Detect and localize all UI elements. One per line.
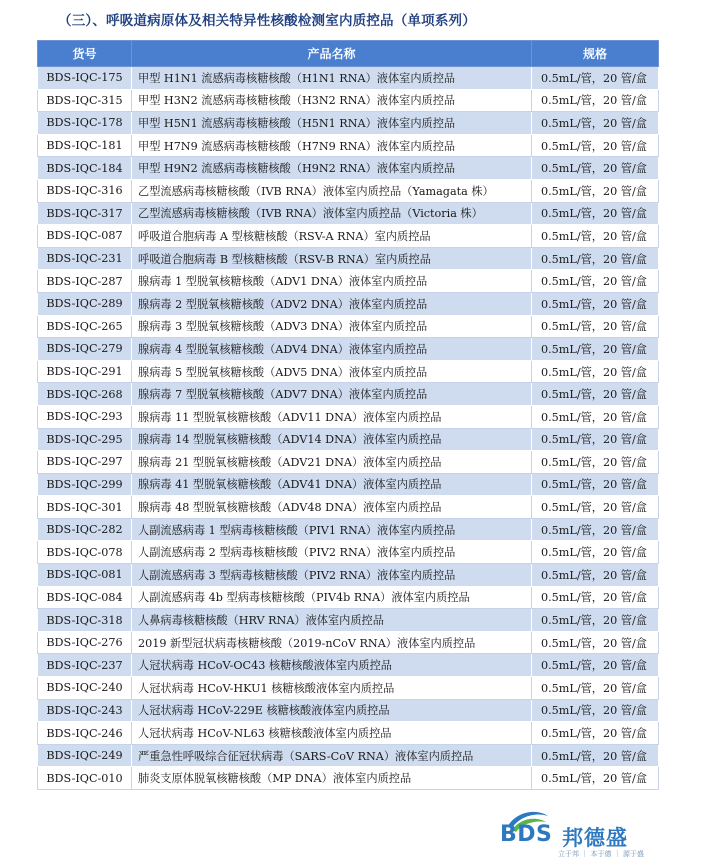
product-spec-cell: 0.5mL/管，20 管/盒 [532,677,659,700]
product-spec-cell: 0.5mL/管，20 管/盒 [532,360,659,383]
table-row [38,699,659,722]
product-name-cell: 腺病毒 21 型脱氧核糖核酸（ADV21 DNA）液体室内质控品 [132,451,532,474]
product-name-cell: 甲型 H5N1 流感病毒核糖核酸（H5N1 RNA）液体室内质控品 [132,112,532,135]
product-spec-cell: 0.5mL/管，20 管/盒 [532,134,659,157]
table-row [38,586,659,609]
product-name-cell: 呼吸道合胞病毒 B 型核糖核酸（RSV-B RNA）室内质控品 [132,247,532,270]
product-name-cell: 2019 新型冠状病毒核糖核酸（2019-nCoV RNA）液体室内质控品 [132,631,532,654]
product-spec-cell: 0.5mL/管，20 管/盒 [532,451,659,474]
product-spec-cell: 0.5mL/管，20 管/盒 [532,292,659,315]
product-code-cell: BDS-IQC-237 [38,654,132,677]
product-code-cell: BDS-IQC-301 [38,496,132,519]
product-name-cell: 腺病毒 48 型脱氧核糖核酸（ADV48 DNA）液体室内质控品 [132,496,532,519]
product-name-cell: 腺病毒 14 型脱氧核糖核酸（ADV14 DNA）液体室内质控品 [132,428,532,451]
product-name-cell: 严重急性呼吸综合征冠状病毒（SARS-CoV RNA）液体室内质控品 [132,744,532,767]
product-code-cell: BDS-IQC-316 [38,179,132,202]
product-spec-cell: 0.5mL/管，20 管/盒 [532,767,659,790]
table-row [38,631,659,654]
table-row [38,496,659,519]
product-spec-cell: 0.5mL/管，20 管/盒 [532,541,659,564]
table-row [38,315,659,338]
table-row [38,383,659,406]
table-row [38,292,659,315]
table-row [38,767,659,790]
company-logo [500,808,660,858]
product-spec-cell: 0.5mL/管，20 管/盒 [532,586,659,609]
product-spec-cell: 0.5mL/管，20 管/盒 [532,609,659,632]
table-row [38,89,659,112]
table-row [38,360,659,383]
product-name-cell: 腺病毒 2 型脱氧核糖核酸（ADV2 DNA）液体室内质控品 [132,292,532,315]
product-code-cell: BDS-IQC-249 [38,744,132,767]
product-spec-cell: 0.5mL/管，20 管/盒 [532,496,659,519]
table-header-row [38,41,659,67]
product-code-cell: BDS-IQC-282 [38,518,132,541]
table-row [38,451,659,474]
section-title: （三）、呼吸道病原体及相关特异性核酸检测室内质控品（单项系列） [58,13,476,29]
table-row [38,270,659,293]
table-row [38,518,659,541]
product-spec-cell: 0.5mL/管，20 管/盒 [532,67,659,90]
product-spec-cell: 0.5mL/管，20 管/盒 [532,564,659,587]
product-name-cell: 人冠状病毒 HCoV-NL63 核糖核酸液体室内质控品 [132,722,532,745]
product-spec-cell: 0.5mL/管，20 管/盒 [532,473,659,496]
product-name-cell: 腺病毒 3 型脱氧核糖核酸（ADV3 DNA）液体室内质控品 [132,315,532,338]
product-code-cell: BDS-IQC-279 [38,338,132,361]
product-name-cell: 乙型流感病毒核糖核酸（IVB RNA）液体室内质控品（Victoria 株） [132,202,532,225]
product-spec-cell: 0.5mL/管，20 管/盒 [532,722,659,745]
product-code-cell: BDS-IQC-081 [38,564,132,587]
logo-brand-cn: 邦德盛 [562,826,628,850]
table-row [38,541,659,564]
product-code-cell: BDS-IQC-078 [38,541,132,564]
product-spec-cell: 0.5mL/管，20 管/盒 [532,338,659,361]
product-code-cell: BDS-IQC-293 [38,405,132,428]
table-row [38,405,659,428]
product-name-cell: 腺病毒 1 型脱氧核糖核酸（ADV1 DNA）液体室内质控品 [132,270,532,293]
product-name-cell: 甲型 H1N1 流感病毒核糖核酸（H1N1 RNA）液体室内质控品 [132,67,532,90]
product-spec-cell: 0.5mL/管，20 管/盒 [532,699,659,722]
table-row [38,564,659,587]
table-row [38,722,659,745]
product-code-cell: BDS-IQC-295 [38,428,132,451]
product-name-cell: 人冠状病毒 HCoV-HKU1 核糖核酸液体室内质控品 [132,677,532,700]
table-row [38,134,659,157]
product-code-cell: BDS-IQC-181 [38,134,132,157]
product-name-cell: 腺病毒 4 型脱氧核糖核酸（ADV4 DNA）液体室内质控品 [132,338,532,361]
product-code-cell: BDS-IQC-297 [38,451,132,474]
product-code-cell: BDS-IQC-084 [38,586,132,609]
table-row [38,677,659,700]
product-spec-cell: 0.5mL/管，20 管/盒 [532,112,659,135]
product-code-cell: BDS-IQC-178 [38,112,132,135]
product-spec-cell: 0.5mL/管，20 管/盒 [532,179,659,202]
product-name-cell: 甲型 H3N2 流感病毒核糖核酸（H3N2 RNA）液体室内质控品 [132,89,532,112]
header-name: 产品名称 [132,41,532,67]
table-row [38,654,659,677]
product-code-cell: BDS-IQC-287 [38,270,132,293]
product-name-cell: 甲型 H9N2 流感病毒核糖核酸（H9N2 RNA）液体室内质控品 [132,157,532,180]
product-code-cell: BDS-IQC-291 [38,360,132,383]
table-row [38,428,659,451]
product-name-cell: 腺病毒 41 型脱氧核糖核酸（ADV41 DNA）液体室内质控品 [132,473,532,496]
product-code-cell: BDS-IQC-246 [38,722,132,745]
product-spec-cell: 0.5mL/管，20 管/盒 [532,631,659,654]
product-name-cell: 人鼻病毒核糖核酸（HRV RNA）液体室内质控品 [132,609,532,632]
product-name-cell: 人副流感病毒 1 型病毒核糖核酸（PIV1 RNA）液体室内质控品 [132,518,532,541]
product-code-cell: BDS-IQC-240 [38,677,132,700]
product-code-cell: BDS-IQC-299 [38,473,132,496]
product-code-cell: BDS-IQC-276 [38,631,132,654]
table-row [38,225,659,248]
product-code-cell: BDS-IQC-087 [38,225,132,248]
product-code-cell: BDS-IQC-231 [38,247,132,270]
product-code-cell: BDS-IQC-268 [38,383,132,406]
product-spec-cell: 0.5mL/管，20 管/盒 [532,428,659,451]
product-code-cell: BDS-IQC-010 [38,767,132,790]
table-row [38,609,659,632]
logo-brand-en: BDS [500,822,553,847]
product-name-cell: 人冠状病毒 HCoV-OC43 核糖核酸液体室内质控品 [132,654,532,677]
product-code-cell: BDS-IQC-265 [38,315,132,338]
product-code-cell: BDS-IQC-184 [38,157,132,180]
table-row [38,202,659,225]
product-spec-cell: 0.5mL/管，20 管/盒 [532,247,659,270]
product-spec-cell: 0.5mL/管，20 管/盒 [532,518,659,541]
product-name-cell: 腺病毒 7 型脱氧核糖核酸（ADV7 DNA）液体室内质控品 [132,383,532,406]
table-row [38,112,659,135]
table-row [38,247,659,270]
header-code: 货号 [38,41,132,67]
product-code-cell: BDS-IQC-315 [38,89,132,112]
product-name-cell: 呼吸道合胞病毒 A 型核糖核酸（RSV-A RNA）室内质控品 [132,225,532,248]
product-spec-cell: 0.5mL/管，20 管/盒 [532,654,659,677]
product-name-cell: 肺炎支原体脱氧核糖核酸（MP DNA）液体室内质控品 [132,767,532,790]
product-spec-cell: 0.5mL/管，20 管/盒 [532,89,659,112]
logo-slogan: 立于邦 ｜ 本于德 ｜ 源于盛 [558,850,644,858]
product-name-cell: 甲型 H7N9 流感病毒核糖核酸（H7N9 RNA）液体室内质控品 [132,134,532,157]
table-row [38,67,659,90]
product-code-cell: BDS-IQC-289 [38,292,132,315]
product-table [37,40,659,790]
product-spec-cell: 0.5mL/管，20 管/盒 [532,270,659,293]
product-name-cell: 腺病毒 11 型脱氧核糖核酸（ADV11 DNA）液体室内质控品 [132,405,532,428]
product-code-cell: BDS-IQC-243 [38,699,132,722]
table-row [38,157,659,180]
header-spec: 规格 [532,41,659,67]
product-name-cell: 乙型流感病毒核糖核酸（IVB RNA）液体室内质控品（Yamagata 株） [132,179,532,202]
product-code-cell: BDS-IQC-317 [38,202,132,225]
product-name-cell: 人副流感病毒 3 型病毒核糖核酸（PIV2 RNA）液体室内质控品 [132,564,532,587]
product-name-cell: 腺病毒 5 型脱氧核糖核酸（ADV5 DNA）液体室内质控品 [132,360,532,383]
product-spec-cell: 0.5mL/管，20 管/盒 [532,157,659,180]
table-row [38,744,659,767]
table-row [38,179,659,202]
product-spec-cell: 0.5mL/管，20 管/盒 [532,225,659,248]
table-row [38,338,659,361]
product-spec-cell: 0.5mL/管，20 管/盒 [532,383,659,406]
product-name-cell: 人冠状病毒 HCoV-229E 核糖核酸液体室内质控品 [132,699,532,722]
product-code-cell: BDS-IQC-175 [38,67,132,90]
product-code-cell: BDS-IQC-318 [38,609,132,632]
product-name-cell: 人副流感病毒 4b 型病毒核糖核酸（PIV4b RNA）液体室内质控品 [132,586,532,609]
product-spec-cell: 0.5mL/管，20 管/盒 [532,744,659,767]
product-spec-cell: 0.5mL/管，20 管/盒 [532,202,659,225]
table-row [38,473,659,496]
table-body [38,67,659,790]
product-spec-cell: 0.5mL/管，20 管/盒 [532,315,659,338]
product-spec-cell: 0.5mL/管，20 管/盒 [532,405,659,428]
product-name-cell: 人副流感病毒 2 型病毒核糖核酸（PIV2 RNA）液体室内质控品 [132,541,532,564]
